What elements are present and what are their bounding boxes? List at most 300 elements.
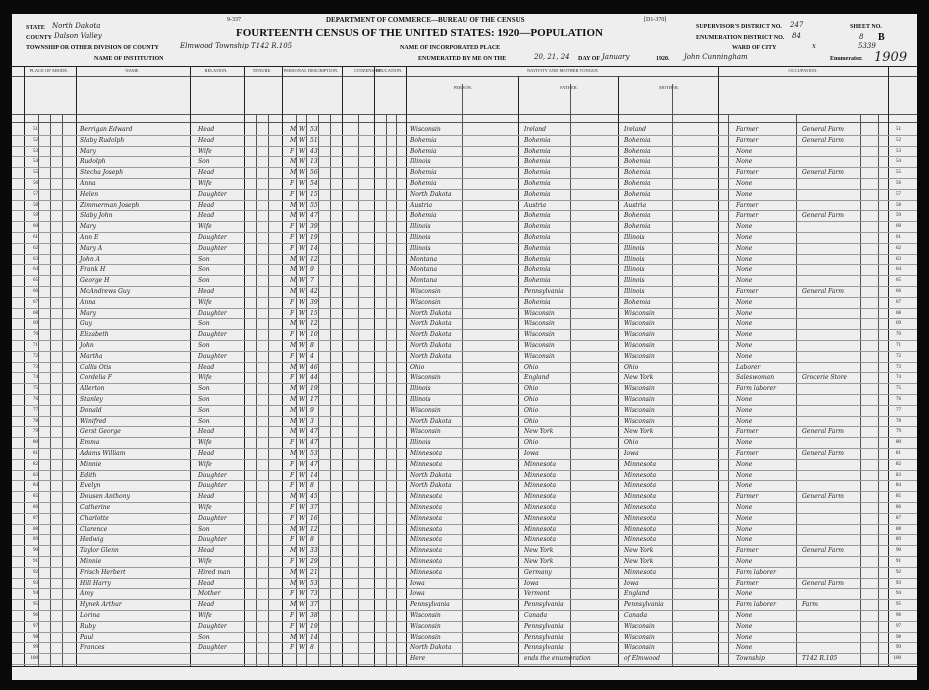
industry-cell: Grocerie Store: [802, 374, 847, 382]
person-name-cell: Cordelia F: [80, 374, 112, 382]
row-rule: [12, 383, 917, 384]
grid-line: [330, 114, 331, 666]
person-name-cell: Frances: [80, 644, 105, 652]
person-name-cell: Slaby John: [80, 212, 113, 220]
occupation-cell: None: [736, 471, 753, 479]
birthplace-cell: Montana: [410, 277, 438, 285]
father-birthplace-cell: Minnesota: [524, 471, 557, 479]
row-rule: [12, 200, 917, 201]
mother-birthplace-cell: Wisconsin: [624, 352, 655, 360]
age-cell: 12: [310, 525, 318, 533]
occupation-cell: Farmer: [736, 201, 759, 209]
relation-cell: Son: [198, 255, 210, 263]
subhead-person: PERSON.: [453, 85, 473, 90]
sex-cell: M: [290, 363, 297, 371]
race-cell: W: [299, 385, 306, 393]
person-name-cell: John A: [80, 255, 100, 263]
line-number: 59: [896, 213, 901, 219]
line-number: 61: [33, 235, 38, 240]
father-birthplace-cell: Pennsylvania: [524, 644, 564, 652]
row-rule: [12, 664, 917, 665]
month-value: January: [602, 53, 630, 61]
sex-cell: M: [290, 428, 297, 436]
person-name-cell: Winifred: [80, 417, 107, 425]
race-cell: W: [299, 633, 306, 641]
line-number: 53: [896, 148, 901, 154]
relation-cell: Head: [198, 493, 215, 501]
birthplace-cell: Minnesota: [410, 525, 443, 533]
row-rule: [12, 254, 917, 255]
age-cell: 16: [310, 514, 318, 522]
row-rule: [12, 567, 917, 568]
relation-cell: Head: [198, 363, 215, 371]
line-number: 54: [33, 159, 38, 165]
relation-cell: Daughter: [198, 482, 227, 490]
race-cell: W: [299, 504, 306, 511]
mother-birthplace-cell: Bohemia: [624, 180, 651, 187]
relation-cell: Head: [198, 579, 215, 587]
race-cell: W: [299, 147, 306, 155]
age-cell: 3: [310, 417, 314, 425]
state-label: STATE: [26, 25, 45, 31]
line-number: 66: [33, 289, 38, 294]
father-birthplace-cell: Pennsylvania: [524, 633, 564, 641]
row-rule: [12, 405, 917, 406]
line-number: 83: [896, 472, 901, 478]
mother-birthplace-cell: Minnesota: [624, 536, 657, 544]
person-name-cell: Zimmerman Joseph: [80, 201, 140, 209]
line-number: 62: [896, 245, 901, 251]
row-rule: [12, 318, 917, 319]
race-cell: W: [299, 612, 306, 619]
person-name-cell: Amy: [80, 590, 94, 598]
birthplace-cell: Minnesota: [410, 547, 443, 555]
line-number: 71: [896, 343, 901, 348]
race-cell: W: [299, 223, 306, 231]
age-cell: 8: [310, 644, 314, 652]
sex-cell: M: [290, 277, 297, 285]
line-number: 89: [896, 537, 901, 543]
line-number: 72: [896, 353, 901, 359]
sex-cell: F: [290, 504, 295, 511]
header-rule-top: [12, 66, 917, 67]
sex-cell: M: [290, 633, 297, 641]
age-cell: 53: [310, 579, 318, 587]
race-cell: W: [299, 568, 306, 576]
line-number: 97: [33, 623, 38, 629]
birthplace-cell: Wisconsin: [410, 288, 441, 295]
mother-birthplace-cell: New York: [624, 428, 654, 436]
line-number: 67: [33, 299, 38, 305]
sex-cell: F: [290, 190, 295, 198]
row-rule: [12, 178, 917, 179]
sex-cell: F: [290, 590, 295, 598]
relation-cell: Wife: [198, 298, 212, 306]
row-rule: [12, 146, 917, 147]
sex-cell: M: [290, 396, 297, 403]
birthplace-cell: Illinois: [410, 396, 431, 403]
line-number: 81: [33, 451, 38, 456]
sex-cell: M: [290, 601, 297, 609]
age-cell: 47: [310, 460, 318, 468]
row-rule: [12, 480, 917, 481]
row-rule: [12, 502, 917, 503]
sex-cell: F: [290, 612, 295, 619]
mother-birthplace-cell: Wisconsin: [624, 644, 655, 652]
birthplace-cell: North Dakota: [410, 644, 452, 652]
age-cell: 21: [310, 568, 318, 576]
person-name-cell: Anna: [80, 298, 96, 306]
race-cell: W: [299, 320, 306, 328]
sex-cell: M: [290, 266, 297, 274]
sex-cell: F: [290, 180, 295, 187]
mother-birthplace-cell: Iowa: [624, 450, 639, 457]
industry-cell: General Farm: [802, 428, 844, 436]
mother-birthplace-cell: Illinois: [624, 255, 645, 263]
occupation-cell: None: [736, 223, 753, 231]
mother-birthplace-cell: Ohio: [624, 363, 639, 371]
line-number: 79: [896, 429, 901, 435]
person-name-cell: John: [80, 342, 94, 349]
occupation-cell: Farmer: [736, 450, 759, 457]
mother-birthplace-cell: Minnesota: [624, 514, 657, 522]
person-name-cell: Martha: [80, 352, 103, 360]
row-rule: [12, 556, 917, 557]
mother-birthplace-cell: New York: [624, 558, 654, 565]
person-name-cell: Mary: [80, 223, 96, 231]
incorporated-label: NAME OF INCORPORATED PLACE: [400, 45, 501, 51]
person-name-cell: Berrigan Edward: [80, 126, 133, 133]
father-birthplace-cell: Bohemia: [524, 266, 551, 274]
sex-cell: M: [290, 212, 297, 220]
sex-cell: M: [290, 126, 297, 133]
sex-cell: M: [290, 385, 297, 393]
age-cell: 14: [310, 244, 318, 252]
occupation-cell: None: [736, 633, 753, 641]
birthplace-cell: Minnesota: [410, 460, 443, 468]
mother-birthplace-cell: Minnesota: [624, 493, 657, 501]
birthplace-cell: Minnesota: [410, 558, 443, 565]
sex-cell: M: [290, 158, 297, 166]
grid-line: [570, 84, 571, 666]
age-cell: 8: [310, 536, 314, 544]
line-number: 82: [33, 461, 38, 467]
industry-cell: General Farm: [802, 169, 844, 177]
birthplace-cell: Wisconsin: [410, 126, 441, 133]
sex-cell: F: [290, 331, 295, 339]
age-cell: 14: [310, 471, 318, 479]
occupation-cell: None: [736, 406, 753, 414]
mother-birthplace-cell: Bohemia: [624, 298, 651, 306]
row-rule: [12, 297, 917, 298]
sex-cell: F: [290, 374, 295, 382]
line-number: 90: [33, 548, 38, 554]
sex-cell: F: [290, 439, 295, 447]
relation-cell: Son: [198, 633, 210, 641]
row-rule: [12, 232, 917, 233]
race-cell: W: [299, 363, 306, 371]
relation-cell: Daughter: [198, 644, 227, 652]
line-number: 95: [896, 602, 901, 608]
race-cell: W: [299, 644, 306, 652]
census-title: FOURTEENTH CENSUS OF THE UNITED STATES: 1920—POPULATION: [236, 27, 603, 39]
group-occupation: OCCUPATION.: [788, 68, 818, 73]
age-cell: 37: [310, 601, 318, 609]
sex-cell: F: [290, 622, 295, 630]
industry-cell: T142 R.105: [802, 655, 838, 663]
line-number: 56: [896, 181, 901, 186]
supervisor-value: 247: [790, 21, 804, 29]
line-number: 57: [33, 191, 38, 197]
mother-birthplace-cell: Bohemia: [624, 158, 651, 166]
row-rule: [12, 394, 917, 395]
race-cell: W: [299, 460, 306, 468]
occupation-cell: None: [736, 525, 753, 533]
birthplace-cell: Illinois: [410, 244, 431, 252]
sex-cell: M: [290, 568, 297, 576]
line-number: 88: [896, 526, 901, 532]
race-cell: W: [299, 212, 306, 220]
occupation-cell: None: [736, 644, 753, 652]
mother-birthplace-cell: Minnesota: [624, 482, 657, 490]
relation-cell: Head: [198, 126, 215, 133]
occupation-cell: Farmer: [736, 212, 759, 220]
occupation-cell: Farmer: [736, 169, 759, 177]
line-number: 94: [33, 591, 38, 597]
relation-cell: Daughter: [198, 234, 227, 241]
father-birthplace-cell: Wisconsin: [524, 352, 555, 360]
row-rule: [12, 653, 917, 654]
line-number: 76: [896, 397, 901, 402]
line-number: 81: [896, 451, 901, 456]
grid-line: [672, 84, 673, 666]
industry-cell: Farm: [802, 601, 818, 609]
row-rule: [12, 632, 917, 633]
grid-line: [396, 114, 397, 666]
birthplace-cell: North Dakota: [410, 309, 452, 317]
line-number: 79: [33, 429, 38, 435]
age-cell: 33: [310, 547, 318, 555]
age-cell: 46: [310, 363, 318, 371]
occupation-cell: None: [736, 266, 753, 274]
father-birthplace-cell: England: [524, 374, 550, 382]
row-rule: [12, 189, 917, 190]
person-name-cell: Hedwig: [80, 536, 104, 544]
row-rule: [12, 621, 917, 622]
sex-cell: M: [290, 525, 297, 533]
father-birthplace-cell: Bohemia: [524, 158, 551, 166]
header-rule-groups: [12, 76, 917, 77]
line-number: 96: [896, 613, 901, 618]
person-name-cell: Callis Otis: [80, 363, 112, 371]
person-name-cell: Evelyn: [80, 482, 101, 490]
line-number: 91: [896, 559, 901, 564]
grid-line: [386, 114, 387, 666]
father-birthplace-cell: Bohemia: [524, 255, 551, 263]
line-number: 55: [33, 170, 38, 176]
age-cell: 43: [310, 147, 318, 155]
relation-cell: Daughter: [198, 536, 227, 544]
group-tenure: TENURE.: [252, 68, 272, 73]
father-birthplace-cell: Ireland: [524, 126, 546, 133]
line-number: 99: [896, 645, 901, 651]
relation-cell: Son: [198, 158, 210, 166]
sheet-label: SHEET NO.: [850, 24, 882, 30]
race-cell: W: [299, 558, 306, 565]
person-name-cell: Catherine: [80, 504, 111, 511]
line-number: 92: [896, 569, 901, 575]
person-name-cell: Ann E: [80, 234, 99, 241]
father-birthplace-cell: Bohemia: [524, 136, 551, 144]
age-cell: 51: [310, 136, 318, 144]
enumerated-label: ENUMERATED BY ME ON THE: [418, 56, 507, 62]
mother-birthplace-cell: Wisconsin: [624, 320, 655, 328]
birthplace-cell: Bohemia: [410, 180, 437, 187]
birthplace-cell: Wisconsin: [410, 612, 441, 619]
supervisor-label: SUPERVISOR'S DISTRICT NO.: [696, 24, 782, 30]
person-name-cell: George H: [80, 277, 110, 285]
birthplace-cell: Illinois: [410, 439, 431, 447]
birthplace-cell: Bohemia: [410, 136, 437, 144]
occupation-cell: None: [736, 158, 753, 166]
race-cell: W: [299, 417, 306, 425]
birthplace-cell: North Dakota: [410, 320, 452, 328]
birthplace-cell: Illinois: [410, 385, 431, 393]
race-cell: W: [299, 158, 306, 166]
line-number: 73: [33, 364, 38, 370]
occupation-cell: None: [736, 439, 753, 447]
enumerated-dates: 20, 21, 24: [534, 53, 570, 61]
occupation-cell: Farm laborer: [736, 601, 777, 609]
age-cell: 54: [310, 180, 318, 187]
father-birthplace-cell: Bohemia: [524, 277, 551, 285]
line-number: 85: [33, 494, 38, 500]
grid-line: [268, 114, 269, 666]
age-cell: 37: [310, 504, 318, 511]
sex-cell: F: [290, 352, 295, 360]
relation-cell: Son: [198, 417, 210, 425]
line-number: 64: [33, 267, 38, 273]
occupation-cell: Farm laborer: [736, 385, 777, 393]
person-name-cell: Helen: [80, 190, 99, 198]
mother-birthplace-cell: Ireland: [624, 126, 646, 133]
race-cell: W: [299, 579, 306, 587]
mother-birthplace-cell: Wisconsin: [624, 385, 655, 393]
relation-cell: Head: [198, 136, 215, 144]
person-name-cell: Gerst George: [80, 428, 121, 436]
age-cell: 47: [310, 439, 318, 447]
father-birthplace-cell: Canada: [524, 612, 548, 619]
age-cell: 8: [310, 482, 314, 490]
row-rule: [12, 437, 917, 438]
mother-birthplace-cell: Bohemia: [624, 169, 651, 177]
person-name-cell: Hynek Arthur: [80, 601, 122, 609]
row-rule: [12, 264, 917, 265]
relation-cell: Head: [198, 450, 215, 457]
race-cell: W: [299, 525, 306, 533]
birthplace-cell: Pennsylvania: [410, 601, 450, 609]
grid-line: [728, 114, 729, 666]
line-number: 63: [33, 256, 38, 262]
grid-line: [318, 114, 319, 666]
occupation-cell: Farmer: [736, 288, 759, 295]
row-rule: [12, 491, 917, 492]
person-name-cell: Hill Harry: [80, 579, 111, 587]
line-number: 55: [896, 170, 901, 176]
line-number: 86: [33, 505, 38, 510]
sex-cell: M: [290, 169, 297, 177]
line-number: 93: [896, 580, 901, 586]
relation-cell: Son: [198, 320, 210, 328]
group-relation: RELATION.: [204, 68, 228, 73]
race-cell: W: [299, 514, 306, 522]
father-birthplace-cell: Iowa: [524, 450, 539, 457]
relation-cell: Daughter: [198, 622, 227, 630]
father-birthplace-cell: Minnesota: [524, 525, 557, 533]
line-number: 84: [33, 483, 38, 489]
relation-cell: Hired man: [198, 568, 231, 576]
row-rule: [12, 308, 917, 309]
mother-birthplace-cell: Wisconsin: [624, 396, 655, 403]
birthplace-cell: Illinois: [410, 158, 431, 166]
father-birthplace-cell: Ohio: [524, 396, 539, 403]
mother-birthplace-cell: Wisconsin: [624, 622, 655, 630]
relation-cell: Head: [198, 428, 215, 436]
age-cell: 9: [310, 266, 314, 274]
person-name-cell: Adams William: [80, 450, 126, 457]
line-number: 58: [33, 202, 38, 208]
row-rule: [12, 470, 917, 471]
line-number: 57: [896, 191, 901, 197]
sex-cell: F: [290, 309, 295, 317]
father-birthplace-cell: Minnesota: [524, 482, 557, 490]
line-number: 68: [896, 310, 901, 316]
line-number: 99: [33, 645, 38, 651]
line-number: 56: [33, 181, 38, 186]
mother-birthplace-cell: Minnesota: [624, 525, 657, 533]
sheet-value: 8: [859, 33, 864, 41]
relation-cell: Son: [198, 277, 210, 285]
father-birthplace-cell: Pennsylvania: [524, 601, 564, 609]
line-number: 89: [33, 537, 38, 543]
birthplace-cell: North Dakota: [410, 342, 452, 349]
institution-label: NAME OF INSTITUTION: [94, 56, 164, 62]
person-name-cell: Guy: [80, 320, 93, 328]
relation-cell: Son: [198, 385, 210, 393]
race-cell: W: [299, 439, 306, 447]
mother-birthplace-cell: Minnesota: [624, 568, 657, 576]
row-rule: [12, 362, 917, 363]
age-cell: 42: [310, 288, 318, 295]
year-label: 1920.: [656, 56, 670, 62]
race-cell: W: [299, 288, 306, 295]
row-rule: [12, 426, 917, 427]
father-birthplace-cell: Bohemia: [524, 190, 551, 198]
father-birthplace-cell: Minnesota: [524, 514, 557, 522]
enumerator-label: Enumerator.: [830, 56, 863, 62]
relation-cell: Wife: [198, 460, 212, 468]
line-number: 68: [33, 310, 38, 316]
father-birthplace-cell: Minnesota: [524, 504, 557, 511]
age-cell: 17: [310, 396, 318, 403]
line-number: 82: [896, 461, 901, 467]
occupation-cell: None: [736, 612, 753, 619]
birthplace-cell: Montana: [410, 255, 438, 263]
relation-cell: Head: [198, 169, 215, 177]
mother-birthplace-cell: Illinois: [624, 288, 645, 295]
mother-birthplace-cell: Iowa: [624, 579, 639, 587]
person-name-cell: Charlotte: [80, 514, 109, 522]
